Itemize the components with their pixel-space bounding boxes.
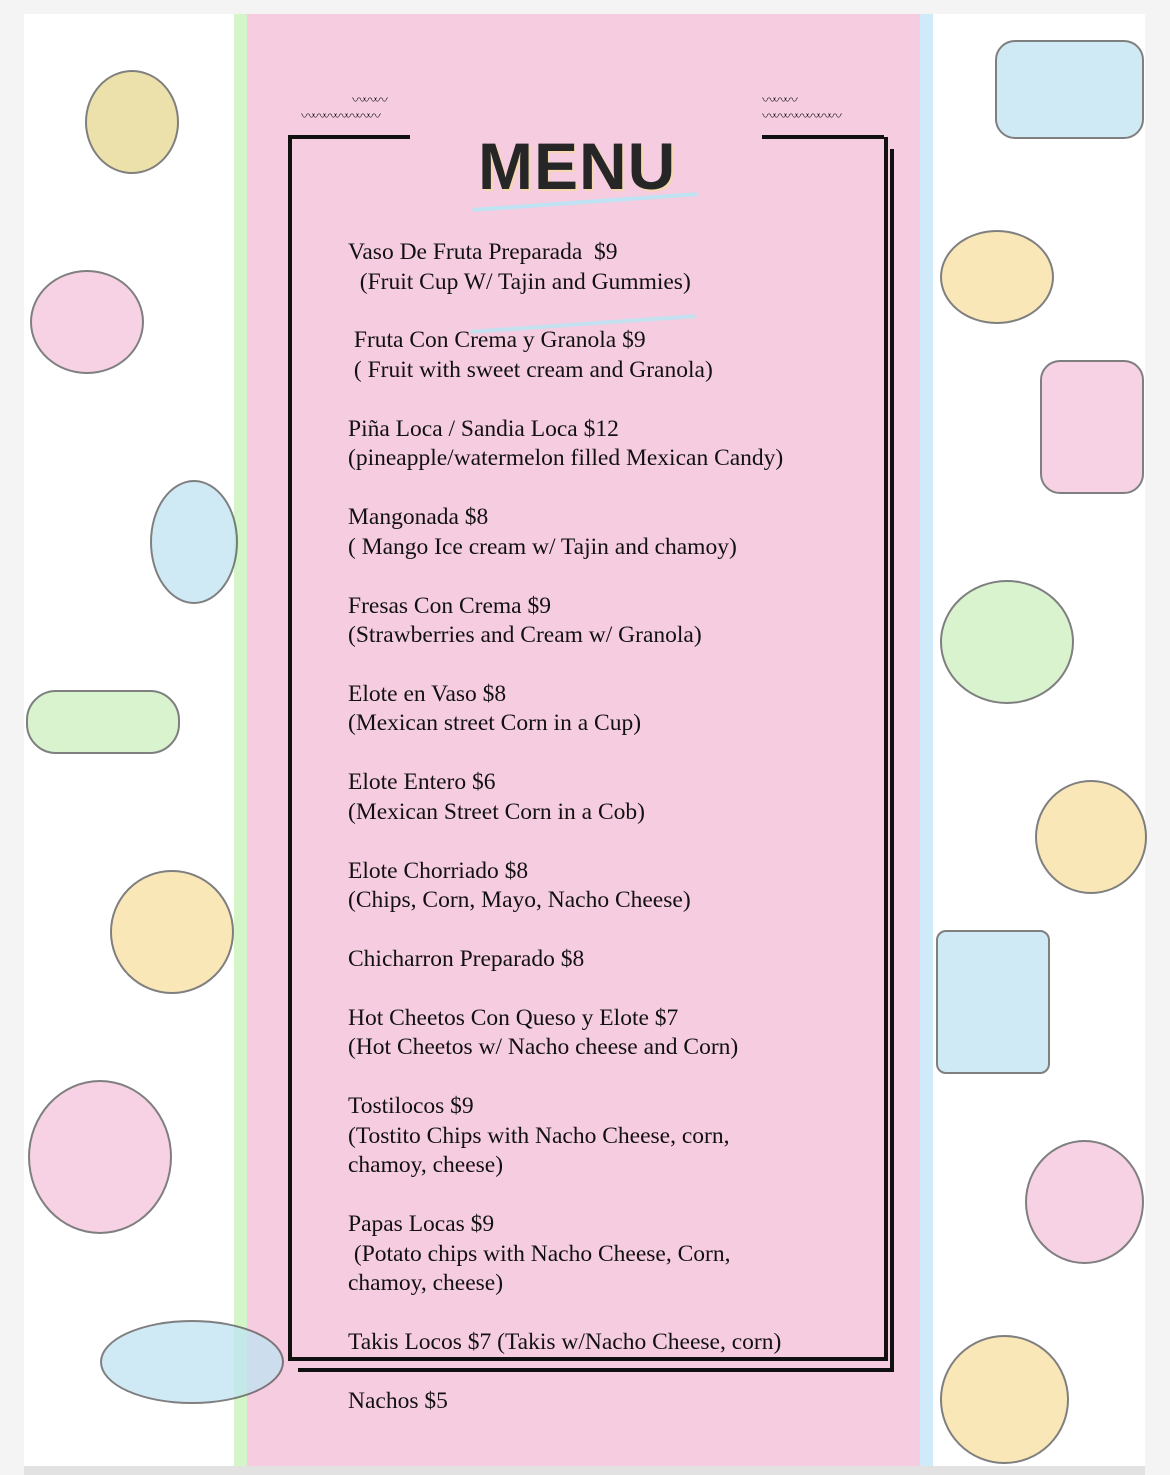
green-stripe: [234, 14, 247, 1466]
menu-item: [348, 768, 888, 827]
menu-item-name: Piña Loca / Sandia Loca $12: [348, 415, 619, 442]
salt-pepper-doodle: [1040, 360, 1144, 494]
cheese-doodle: [940, 1335, 1069, 1464]
wave-decoration-left: 〰〰〰: [352, 93, 385, 109]
menu-item-name: Mangonada $8: [348, 504, 489, 531]
menu-item: [348, 945, 888, 975]
menu-item: [348, 1004, 888, 1063]
chicken-doodle: [940, 230, 1054, 324]
fruit-bowl-doodle: [1035, 780, 1147, 894]
menu-item-description: (Potato chips with Nacho Cheese, Corn,: [348, 1240, 731, 1267]
menu-item-name: Tostilocos $9: [348, 1093, 474, 1120]
menu-item-description: ( Fruit with sweet cream and Granola): [348, 356, 713, 383]
avocado-doodle: [28, 1080, 172, 1234]
lemon-doodle: [110, 870, 234, 994]
menu-item: [348, 1328, 888, 1358]
menu-item-description: chamoy, cheese): [348, 1270, 504, 1297]
menu-item: [348, 238, 888, 297]
menu-item-description: ( Mango Ice cream w/ Tajin and chamoy): [348, 533, 737, 560]
menu-item-name: Elote Entero $6: [348, 769, 496, 796]
menu-item-description: (Mexican Street Corn in a Cob): [348, 798, 645, 825]
menu-item: [348, 1387, 888, 1417]
menu-item-name: Elote Chorriado $8: [348, 857, 529, 884]
frame-top-left: [288, 135, 410, 139]
menu-item: [348, 415, 888, 474]
menu-item: [348, 857, 888, 916]
menu-item-name: Fresas Con Crema $9: [348, 592, 551, 619]
pears-doodle: [1025, 1140, 1144, 1264]
apple-doodle: [85, 70, 179, 174]
sandwich-doodle: [26, 690, 180, 754]
menu-item-description: (Hot Cheetos w/ Nacho cheese and Corn): [348, 1034, 739, 1061]
menu-item-description: (Strawberries and Cream w/ Granola): [348, 622, 702, 649]
wave-decoration-right-long: 〰〰〰〰〰〰〰: [762, 109, 839, 125]
menu-item: [348, 326, 888, 385]
menu-item-description: (pineapple/watermelon filled Mexican Candy): [348, 445, 784, 472]
menu-item-name: Chicharron Preparado $8: [348, 946, 585, 972]
menu-items: [348, 238, 888, 1446]
menu-item-name: Papas Locas $9: [348, 1211, 495, 1238]
croissant-doodle: [940, 580, 1074, 704]
menu-item-description: chamoy, cheese): [348, 1152, 504, 1179]
menu-item: [348, 1092, 888, 1181]
menu-item-description: (Mexican street Corn in a Cup): [348, 710, 642, 737]
frame-top-right: [762, 135, 884, 139]
menu-title: MENU: [478, 129, 677, 203]
menu-item: [348, 503, 888, 562]
blue-stripe: [920, 14, 933, 1466]
grapes-doodle: [30, 270, 144, 374]
menu-item: [348, 680, 888, 739]
menu-item-description: (Tostito Chips with Nacho Cheese, corn,: [348, 1122, 730, 1149]
cake-doodle: [936, 930, 1050, 1074]
wave-decoration-left-long: 〰〰〰〰〰〰〰: [301, 109, 378, 125]
menu-item-name: Fruta Con Crema y Granola $9: [348, 327, 646, 354]
coffee-donut-doodle: [995, 40, 1144, 139]
bottom-bar: [24, 1466, 1145, 1475]
fish-doodle: [100, 1320, 284, 1404]
menu-item-name: Elote en Vaso $8: [348, 680, 507, 707]
menu-item-name: Nachos $5: [348, 1387, 448, 1414]
menu-item: [348, 592, 888, 651]
menu-item: [348, 1210, 888, 1299]
menu-item-description: (Fruit Cup W/ Tajin and Gummies): [348, 268, 691, 295]
menu-item-name: Vaso De Fruta Preparada $9: [348, 239, 618, 265]
menu-item-description: (Chips, Corn, Mayo, Nacho Cheese): [348, 887, 691, 914]
ice-cream-doodle: [150, 480, 238, 604]
wave-decoration-right: 〰〰〰: [762, 93, 795, 109]
menu-item-name: Hot Cheetos Con Queso y Elote $7: [348, 1004, 679, 1031]
menu-item-name: Takis Locos $7 (Takis w/Nacho Cheese, corn): [348, 1329, 782, 1356]
